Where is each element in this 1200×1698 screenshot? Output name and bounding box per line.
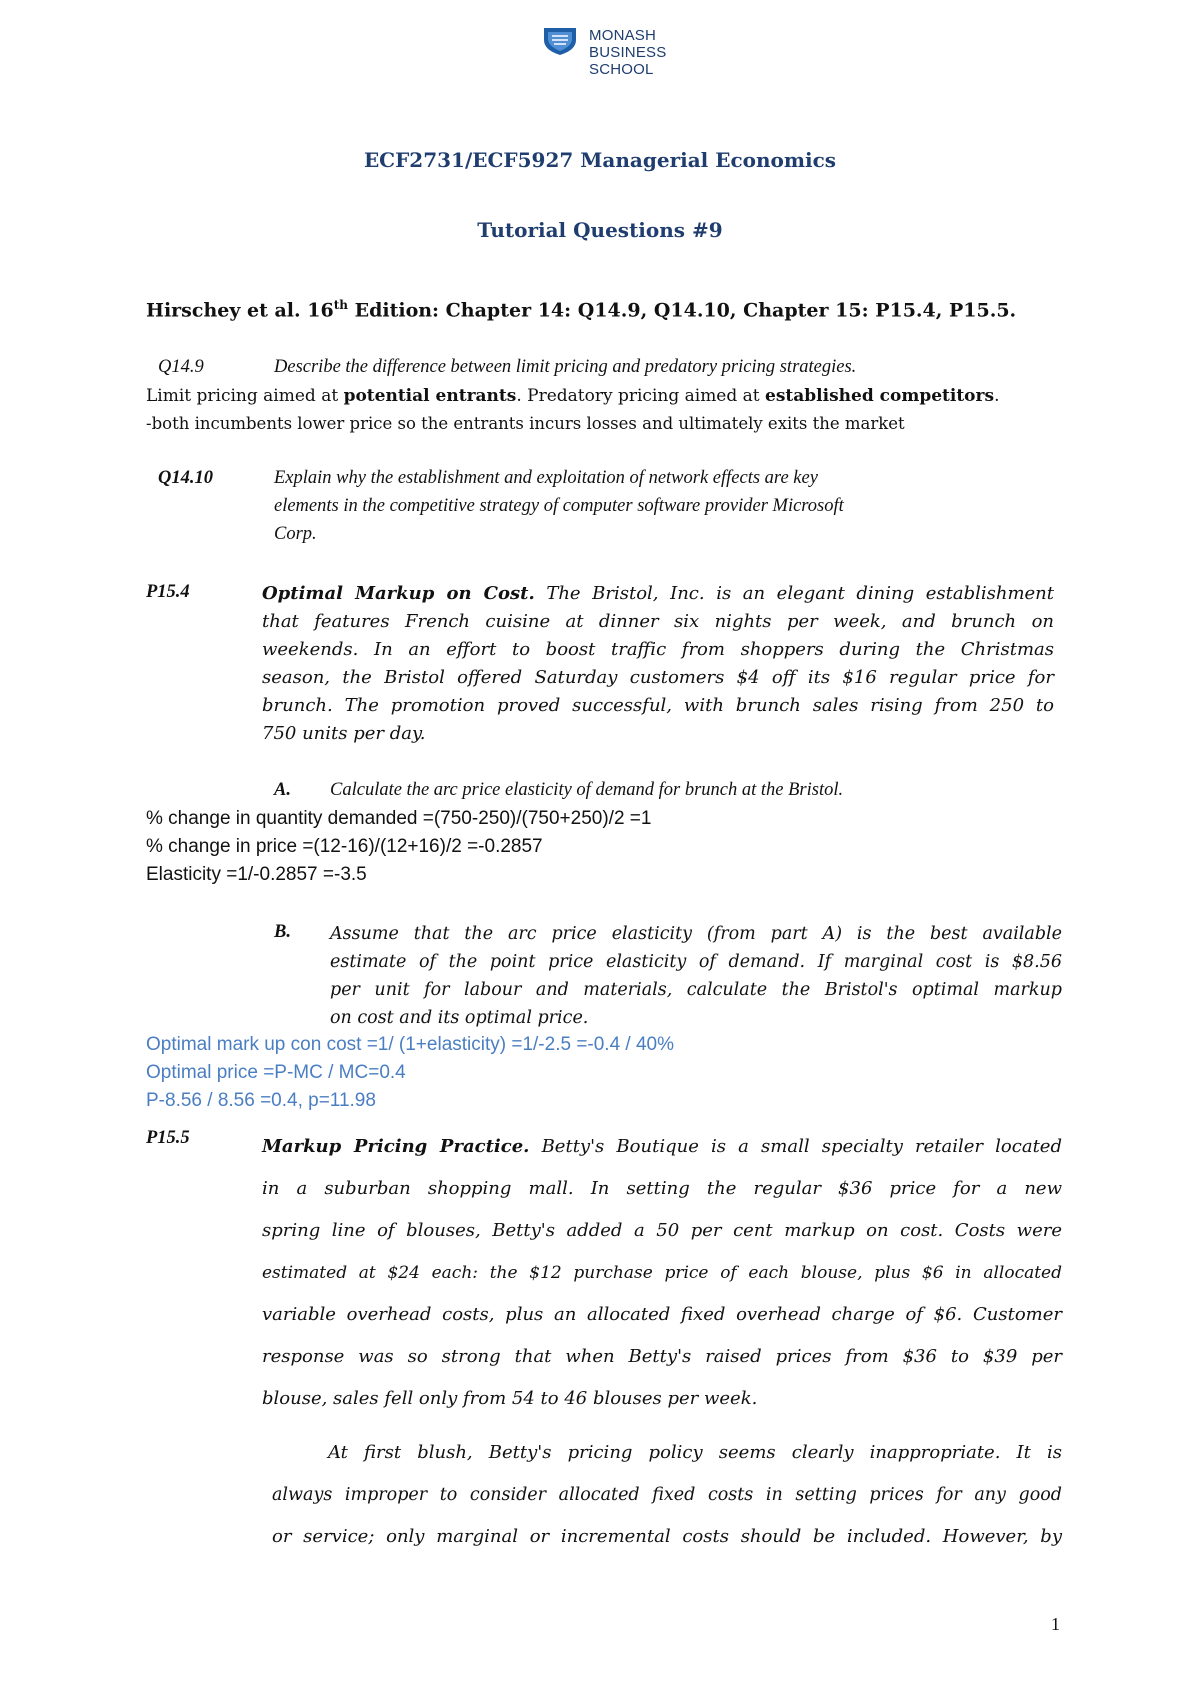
q149-number: Q14.9: [158, 357, 204, 377]
p154-ansB-2: Optimal price =P-MC / MC=0.4: [146, 1062, 406, 1083]
p154-partB-line-3: on cost and its optimal price.: [330, 1008, 589, 1028]
monash-logo: [542, 26, 578, 60]
q1410-line-2: elements in the competitive strategy of computer software provider Microsoft: [274, 496, 844, 516]
p155-para2-line-2: or service; only marginal or incremental costs should be included. However, by: [272, 1526, 1062, 1547]
ref-text-2: Edition: Chapter 14: Q14.9, Q14.10, Chapter 15: P15.4, P15.5.: [347, 299, 1017, 322]
logo-line-1: MONASH: [589, 27, 657, 44]
p154-line-5: 750 units per day.: [262, 723, 426, 744]
logo-line-3: SCHOOL: [589, 61, 654, 78]
q149-ans-e: .: [994, 386, 1000, 406]
p154-ansA-3: Elasticity =1/-0.2857 =-3.5: [146, 864, 367, 885]
p154-line-1: that features French cuisine at dinner six nights per week, and brunch on: [262, 611, 1054, 632]
p154-ansA-1: % change in quantity demanded =(750-250)/(750+250)/2 =1: [146, 808, 652, 829]
p155-paragraph-2: [272, 1432, 1062, 1558]
p155-line-6: blouse, sales fell only from 54 to 46 blouses per week.: [262, 1388, 758, 1409]
p154-ansA-2: % change in price =(12-16)/(12+16)/2 =-0.2857: [146, 836, 543, 857]
q149-ans-c: . Predatory pricing aimed at: [516, 386, 766, 406]
p154-partB: [330, 920, 1062, 1032]
page-number: 1: [1051, 1614, 1060, 1634]
q149-answer-2: -both incumbents lower price so the entrants incurs losses and ultimately exits the market: [146, 414, 905, 433]
document-title: ECF2731/ECF5927 Managerial Economics: [363, 148, 837, 172]
document-subtitle: Tutorial Questions #9: [477, 218, 723, 242]
q149-answer-1: [146, 386, 999, 406]
p155-line-0: Betty's Boutique is a small specialty retailer located: [541, 1136, 1062, 1157]
p154-paragraph: [262, 580, 1054, 748]
p155-paragraph: [262, 1126, 1062, 1420]
p155-heading: Markup Pricing Practice.: [262, 1136, 530, 1157]
q149-question: Describe the difference between limit pricing and predatory pricing strategies.: [274, 357, 857, 377]
p154-number: P15.4: [146, 582, 190, 602]
p154-heading: Optimal Markup on Cost.: [262, 583, 535, 604]
p155-para2-line-1: always improper to consider allocated fixed costs in setting prices for any good: [272, 1485, 1062, 1505]
p154-partB-line-1: estimate of the point price elasticity of demand. If marginal cost is $8.56: [330, 952, 1062, 972]
p154-line-0: The Bristol, Inc. is an elegant dining establishment: [546, 583, 1055, 604]
q1410-line-3: Corp.: [274, 524, 317, 544]
p154-line-2: weekends. In an effort to boost traffic from shoppers during the Christmas: [262, 639, 1054, 660]
p155-line-3: estimated at $24 each: the $12 purchase price of each blouse, plus $6 in allocated: [262, 1263, 1062, 1283]
q1410-line-1: Explain why the establishment and exploitation of network effects are key: [274, 468, 818, 488]
p154-partA-label: A.: [274, 780, 291, 800]
logo-text: [589, 27, 666, 78]
monash-shield-icon: [542, 26, 578, 56]
ref-text-1: Hirschey et al. 16: [146, 299, 334, 322]
p155-line-5: response was so strong that when Betty's raised prices from $36 to $39 per: [262, 1346, 1062, 1367]
ref-sup: th: [333, 298, 348, 312]
p154-partB-line-0: Assume that the arc price elasticity (from part A) is the best available: [330, 924, 1062, 944]
p154-partA-text: Calculate the arc price elasticity of demand for brunch at the Bristol.: [330, 780, 844, 800]
p154-ansB-3: P-8.56 / 8.56 =0.4, p=11.98: [146, 1090, 376, 1111]
logo-line-2: BUSINESS: [589, 44, 667, 61]
q149-ans-d: established competitors: [765, 386, 995, 406]
p155-number: P15.5: [146, 1128, 190, 1148]
p154-ansB-1: Optimal mark up con cost =1/ (1+elasticity) =1/-2.5 =-0.4 / 40%: [146, 1034, 675, 1055]
p154-partB-label: B.: [274, 922, 291, 942]
q149-ans-b: potential entrants: [343, 386, 517, 406]
p154-line-3: season, the Bristol offered Saturday customers $4 off its $16 regular price for: [262, 667, 1054, 688]
q149-ans-a: Limit pricing aimed at: [146, 386, 344, 406]
textbook-reference: [146, 298, 1016, 321]
p155-line-1: in a suburban shopping mall. In setting the regular $36 price for a new: [262, 1178, 1062, 1199]
p154-line-4: brunch. The promotion proved successful, with brunch sales rising from 250 to: [262, 695, 1054, 716]
p154-partB-line-2: per unit for labour and materials, calculate the Bristol's optimal markup: [330, 980, 1062, 1000]
p155-line-4: variable overhead costs, plus an allocated fixed overhead charge of $6. Customer: [262, 1304, 1062, 1325]
p155-para2-line-0: At first blush, Betty's pricing policy seems clearly inappropriate. It is: [328, 1442, 1062, 1463]
q1410-number: Q14.10: [158, 468, 213, 488]
p155-line-2: spring line of blouses, Betty's added a 50 per cent markup on cost. Costs were: [262, 1220, 1062, 1241]
